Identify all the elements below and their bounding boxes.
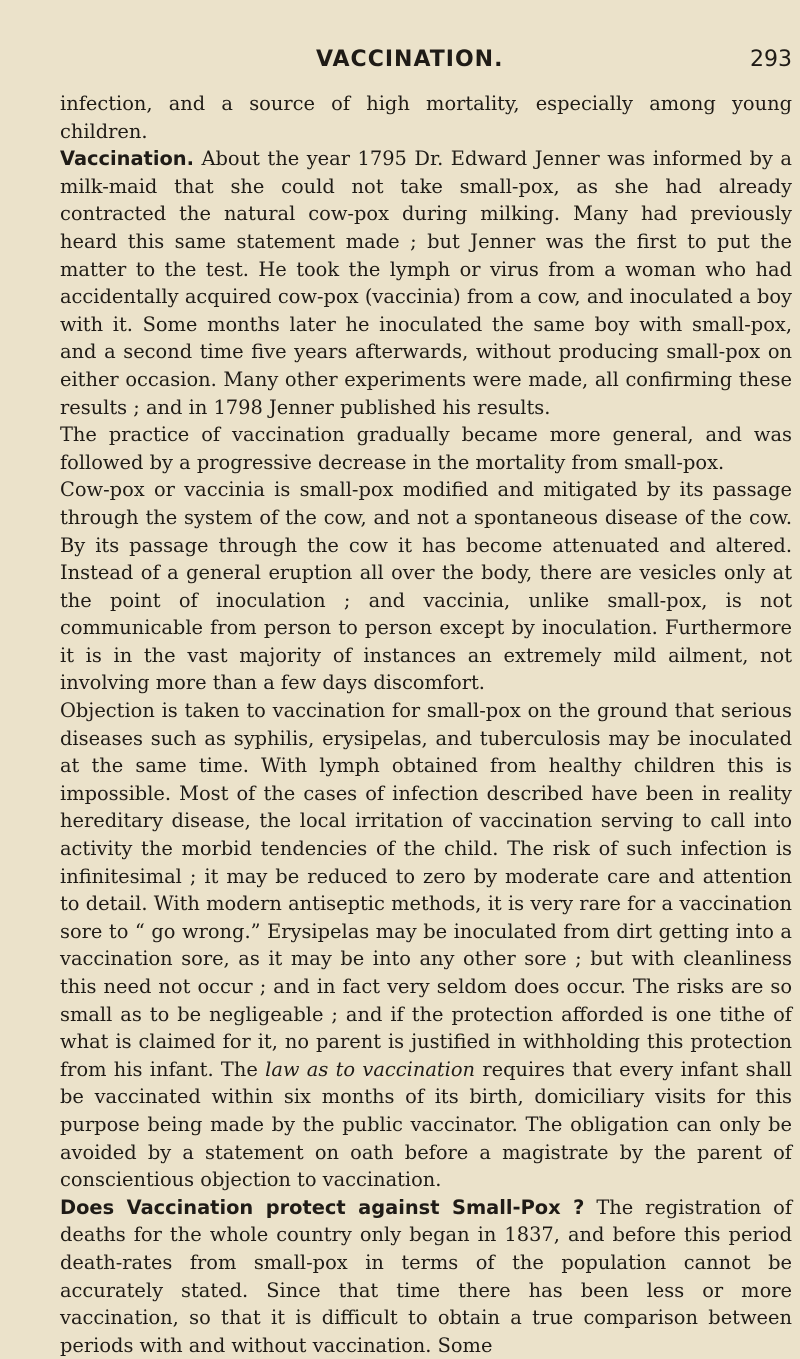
paragraph-3 [60,421,792,476]
paragraph-does-vaccination-protect [60,1194,792,1359]
paragraph-text: About the year 1795 Dr. Edward Jenner was informed by a milk-maid that she could not take small-pox, as she had already contracted the natural cow-pox during milking. Many had previously heard this same statement made ; but Jenner was the first to put the matter to the test. He took the lymph or virus from a woman who had accidentally acquired cow-pox (vaccinia) from a cow, and inoculated a boy with it. Some months later he inoculated the same boy with small-pox, and a second time five years afterwards, without producing small-pox on either occasion. Many other experiments were made, all confirming these results ; and in 1798 Jenner published his results. [60,147,792,419]
page-header [60,47,792,77]
section-heading-small-pox-protection: Does Vaccination protect against Small-Pox ? [60,1195,585,1219]
paragraph-4 [60,476,792,697]
paragraph-text: Objection is taken to vaccination for small-pox on the ground that serious diseases such as syphilis, erysipelas, and tuberculosis may be inoculated at the same time. With lymph obtained from healthy children this is impossible. Most of the cases of infection described have been in reality hereditary disease, the local irritation of vaccination serving to call into activity the morbid tendencies of the child. The risk of such infection is infinitesimal ; it may be reduced to zero by moderate care and attention to detail. With modern antiseptic methods, it is very rare for a vaccination sore to “ go wrong.” Erysipelas may be inoculated from dirt getting into a vaccination sore, as it may be into any other sore ; but with cleanliness this need not occur ; and in fact very seldom does occur. The risks are so small as to be negligeable ; and if the protection afforded is one tithe of what is claimed for it, no parent is justified in withholding this protection from his infant. The [60,699,792,1081]
page-number: 293 [750,47,792,72]
paragraph-text: The registration of deaths for the whole country only began in 1837, and before this period death-rates from small-pox in terms of the population cannot be accurately stated. Since that time there has been less or more vaccination, so that it is difficult to obtain a true comparison between periods with and without vaccination. Some [60,1195,793,1357]
running-title: VACCINATION. [316,47,504,72]
paragraph-text: The practice of vaccination gradually became more general, and was followed by a progressive decrease in the mortality from small-pox. [60,423,792,474]
paragraph-text: Cow-pox or vaccinia is small-pox modified and mitigated by its passage through the system of the cow, and not a spontaneous disease of the cow. By its passage through the cow it has become attenuated and altered. Instead of a general eruption all over the body, there are vesicles only at the point of inoculation ; and vaccinia, unlike small-pox, is not communicable from person to person except by inoculation. Furthermore it is in the vast majority of instances an extremely mild ailment, not involving more than a few days discomfort. [60,478,792,695]
section-heading-vaccination: Vaccination. [60,147,194,171]
book-page [60,0,793,1357]
italic-law-phrase: law as to vaccination [265,1057,476,1081]
paragraph-text: requires that every infant shall be vaccinated within six months of its birth, domiciliary visits for this purpose being made by the public vaccinator. The obligation can only be avoided by a statement on oath before a magistrate by the parent of conscientious objection to vaccination. [60,1057,792,1192]
paragraph-1 [60,90,792,145]
paragraph-objection [60,697,792,1194]
paragraph-text: infection, and a source of high mortality, especially among young children. [60,92,792,143]
body-text [60,90,792,1359]
paragraph-vaccination [60,145,792,421]
